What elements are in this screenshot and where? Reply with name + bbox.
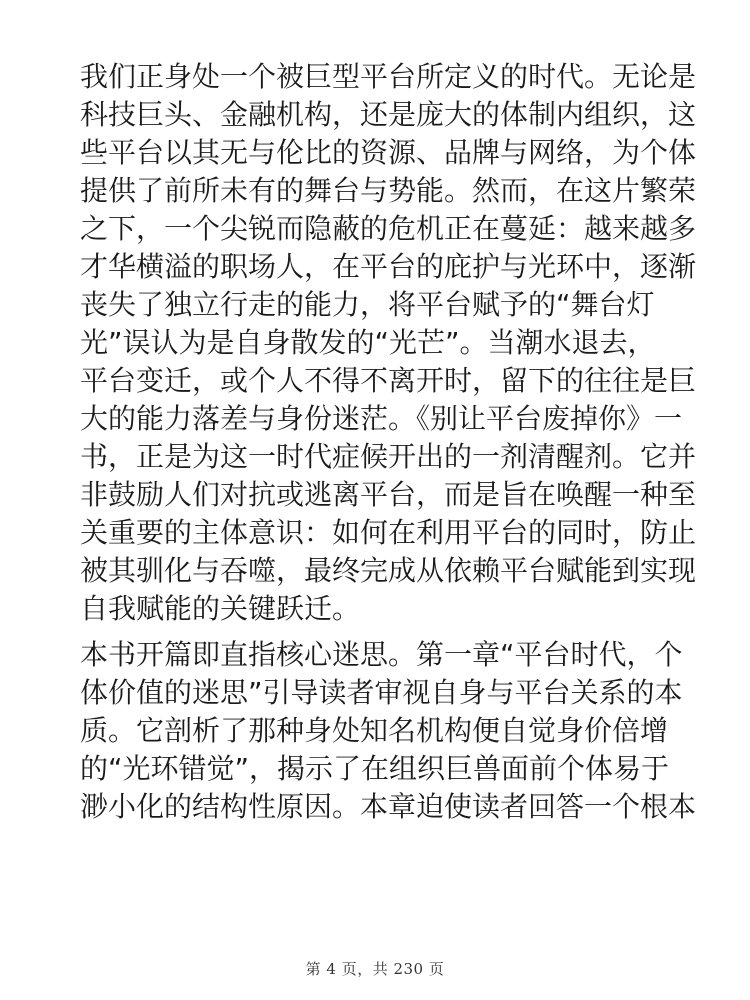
text-line: 被其驯化与吞噬，最终完成从依赖平台赋能到实现 xyxy=(80,554,697,587)
text-line: 提供了前所未有的舞台与势能。然而，在这片繁荣 xyxy=(80,174,697,207)
text-line: 自我赋能的关键跃迁。 xyxy=(80,592,361,625)
text-line: 渺小化的结构性原因。本章迫使读者回答一个根本 xyxy=(80,790,697,823)
text-line: 关重要的主体意识：如何在利用平台的同时，防止 xyxy=(80,516,697,549)
text-line: 书，正是为这一时代症候开出的一剂清醒剂。它并 xyxy=(80,440,697,473)
text-line: 科技巨头、金融机构，还是庞大的体制内组织，这 xyxy=(80,98,697,131)
text-line: 体价值的迷思”引导读者审视自身与平台关系的本 xyxy=(80,676,683,709)
text-line: 光”误认为是自身散发的“光芒”。当潮水退去， xyxy=(80,326,656,359)
text-line: 质。它剖析了那种身处知名机构便自觉身价倍增 xyxy=(80,714,669,747)
paragraph-1 xyxy=(80,58,697,628)
paragraph-2 xyxy=(80,636,697,826)
text-line: 丧失了独立行走的能力，将平台赋予的“舞台灯 xyxy=(80,288,655,321)
text-line: 之下，一个尖锐而隐蔽的危机正在蔓延：越来越多 xyxy=(80,212,697,245)
text-line: 非鼓励人们对抗或逃离平台，而是旨在唤醒一种至 xyxy=(80,478,697,511)
text-line: 才华横溢的职场人，在平台的庇护与光环中，逐渐 xyxy=(80,250,697,283)
page-number-footer: 第 4 页，共 230 页 xyxy=(305,960,445,978)
body-text xyxy=(80,58,697,826)
text-line: 大的能力落差与身份迷茫。《别让平台废掉你》一 xyxy=(80,402,683,435)
text-line: 我们正身处一个被巨型平台所定义的时代。无论是 xyxy=(80,60,697,93)
text-line: 平台变迁，或个人不得不离开时，留下的往往是巨 xyxy=(80,364,697,397)
text-line: 本书开篇即直指核心迷思。第一章“平台时代，个 xyxy=(80,638,683,671)
text-line: 些平台以其无与伦比的资源、品牌与网络，为个体 xyxy=(80,136,697,169)
text-line: 的“光环错觉”，揭示了在组织巨兽面前个体易于 xyxy=(80,752,670,785)
